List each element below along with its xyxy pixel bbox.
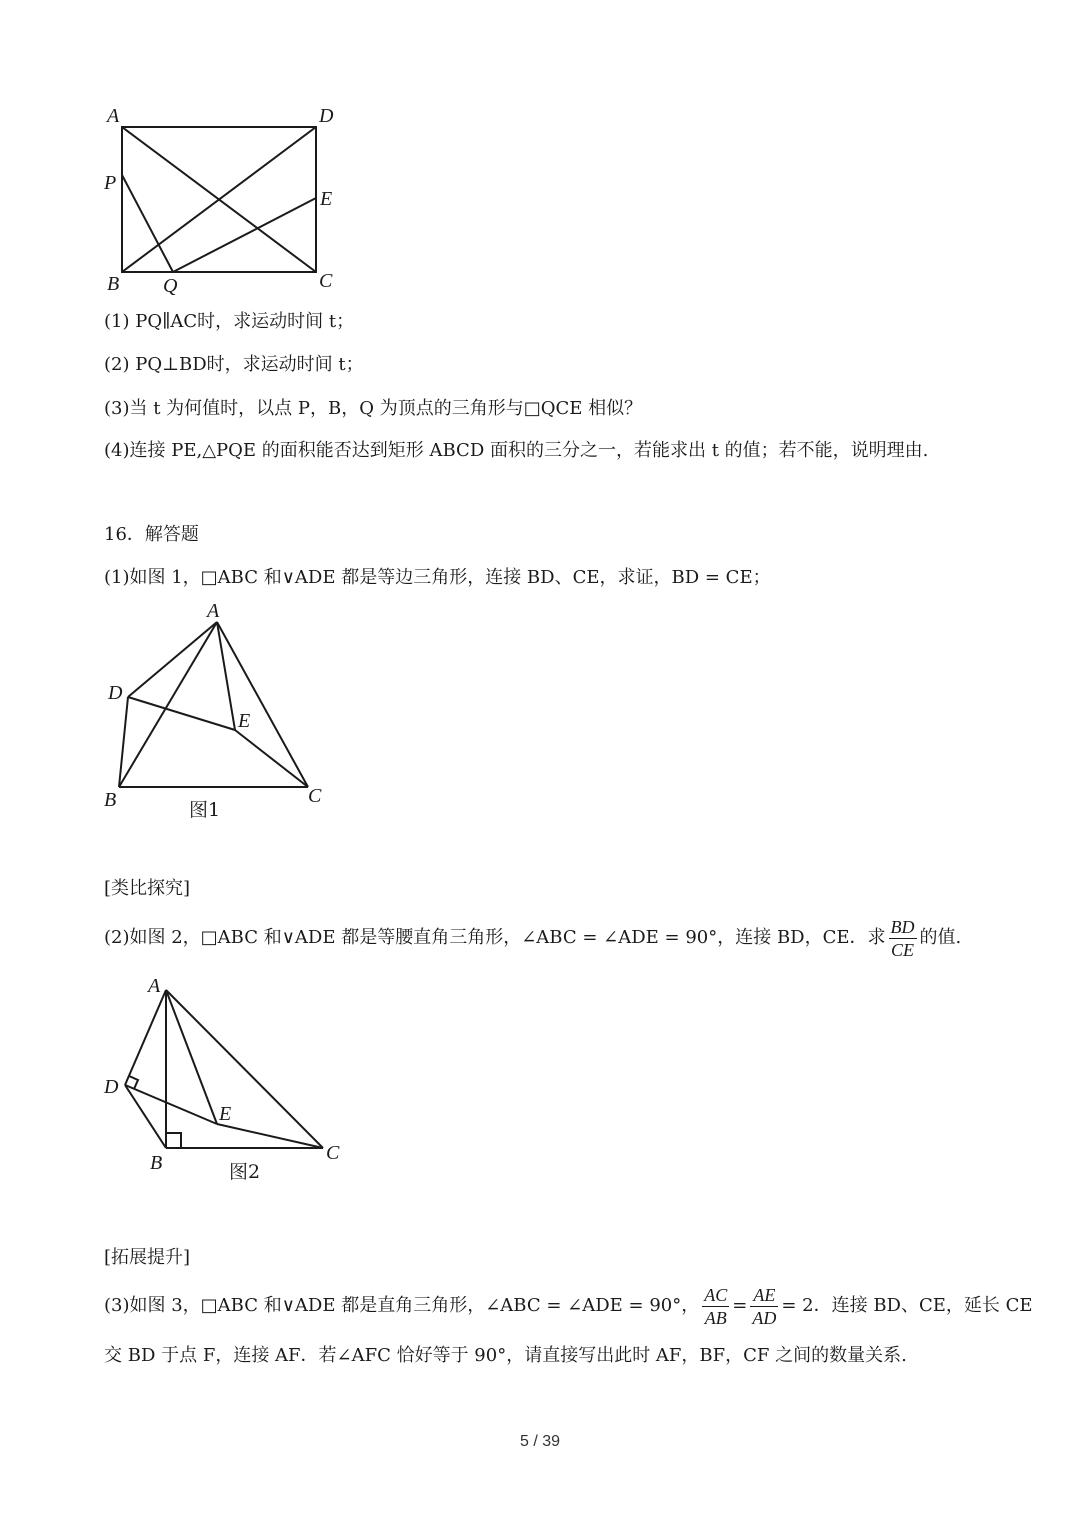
fig1-label-c: C — [308, 785, 322, 807]
q16-section-extension: [拓展提升] — [104, 1247, 191, 1268]
fig2-label-a: A — [148, 975, 161, 997]
fig2-label-e: E — [219, 1103, 232, 1125]
q16-part3-tail: = 2．连接 BD、CE，延长 CE — [781, 1295, 1033, 1316]
q15-item-2: (2) PQ⊥BD时，求运动时间 t； — [104, 354, 364, 375]
fig2-ae — [166, 990, 217, 1124]
fig2-caption: 图2 — [229, 1161, 261, 1183]
fig1-label-b: B — [104, 789, 117, 811]
fig2-ca — [166, 990, 323, 1148]
fraction-ac-ab-num: AC — [704, 1284, 728, 1305]
fraction-bd-ce-num: BD — [890, 916, 915, 937]
q15-item-4: (4)连接 PE,△PQE 的面积能否达到矩形 ABCD 面积的三分之一，若能求出 t 的值；若不能，说明理由. — [104, 440, 929, 461]
label-e: E — [320, 188, 333, 210]
fig2-ec — [217, 1124, 323, 1148]
right-angle-mark-b — [166, 1133, 181, 1148]
fig1-caption: 图1 — [189, 799, 221, 821]
q16-section-analogy: [类比探究] — [104, 878, 191, 899]
label-b: B — [107, 273, 120, 295]
q16-part3-text: (3)如图 3，□ABC 和∨ADE 都是直角三角形，∠ABC = ∠ADE = 90°， — [104, 1295, 700, 1316]
fig2-label-b: B — [150, 1152, 163, 1174]
q16-part2-tail: 的值. — [919, 927, 962, 948]
label-c: C — [319, 270, 333, 292]
fraction-ac-ab — [702, 1284, 729, 1329]
fraction-ae-ad-num: AE — [750, 1284, 778, 1307]
page-number: 5 / 39 — [519, 1433, 561, 1450]
fig1-label-e: E — [238, 710, 251, 732]
q16-part3-line2: 交 BD 于点 F，连接 AF．若∠AFC 恰好等于 90°，请直接写出此时 AF，BF，CF 之间的数量关系. — [104, 1345, 907, 1366]
label-p: P — [104, 172, 117, 194]
q16-heading: 16．解答题 — [104, 524, 199, 545]
fig2-label-c: C — [326, 1142, 340, 1164]
fraction-bd-ce-den: CE — [891, 939, 915, 960]
q16-part3-line1 — [104, 1283, 1033, 1329]
fraction-ae-ad-den: AD — [752, 1307, 777, 1328]
fig1-label-d: D — [108, 682, 123, 704]
q16-part3-eq: = — [732, 1295, 748, 1316]
fraction-ae-ad — [750, 1284, 778, 1329]
q15-item-3: (3)当 t 为何值时，以点 P，B，Q 为顶点的三角形与□QCE 相似？ — [104, 398, 643, 419]
q16-part1: (1)如图 1，□ABC 和∨ADE 都是等边三角形，连接 BD、CE，求证，BD = CE； — [104, 567, 771, 588]
label-q: Q — [163, 275, 178, 297]
label-d: D — [319, 105, 334, 127]
fig2-ad — [125, 990, 166, 1085]
label-a: A — [107, 105, 120, 127]
q16-part2-text: (2)如图 2，□ABC 和∨ADE 都是等腰直角三角形，∠ABC = ∠ADE = 90°，连接 BD，CE．求 — [104, 927, 886, 948]
fig1-label-a: A — [207, 600, 220, 622]
q15-item-1: (1) PQ∥AC时，求运动时间 t； — [104, 311, 355, 332]
fig2-label-d: D — [104, 1076, 119, 1098]
fraction-ac-ab-den: AB — [704, 1307, 727, 1328]
